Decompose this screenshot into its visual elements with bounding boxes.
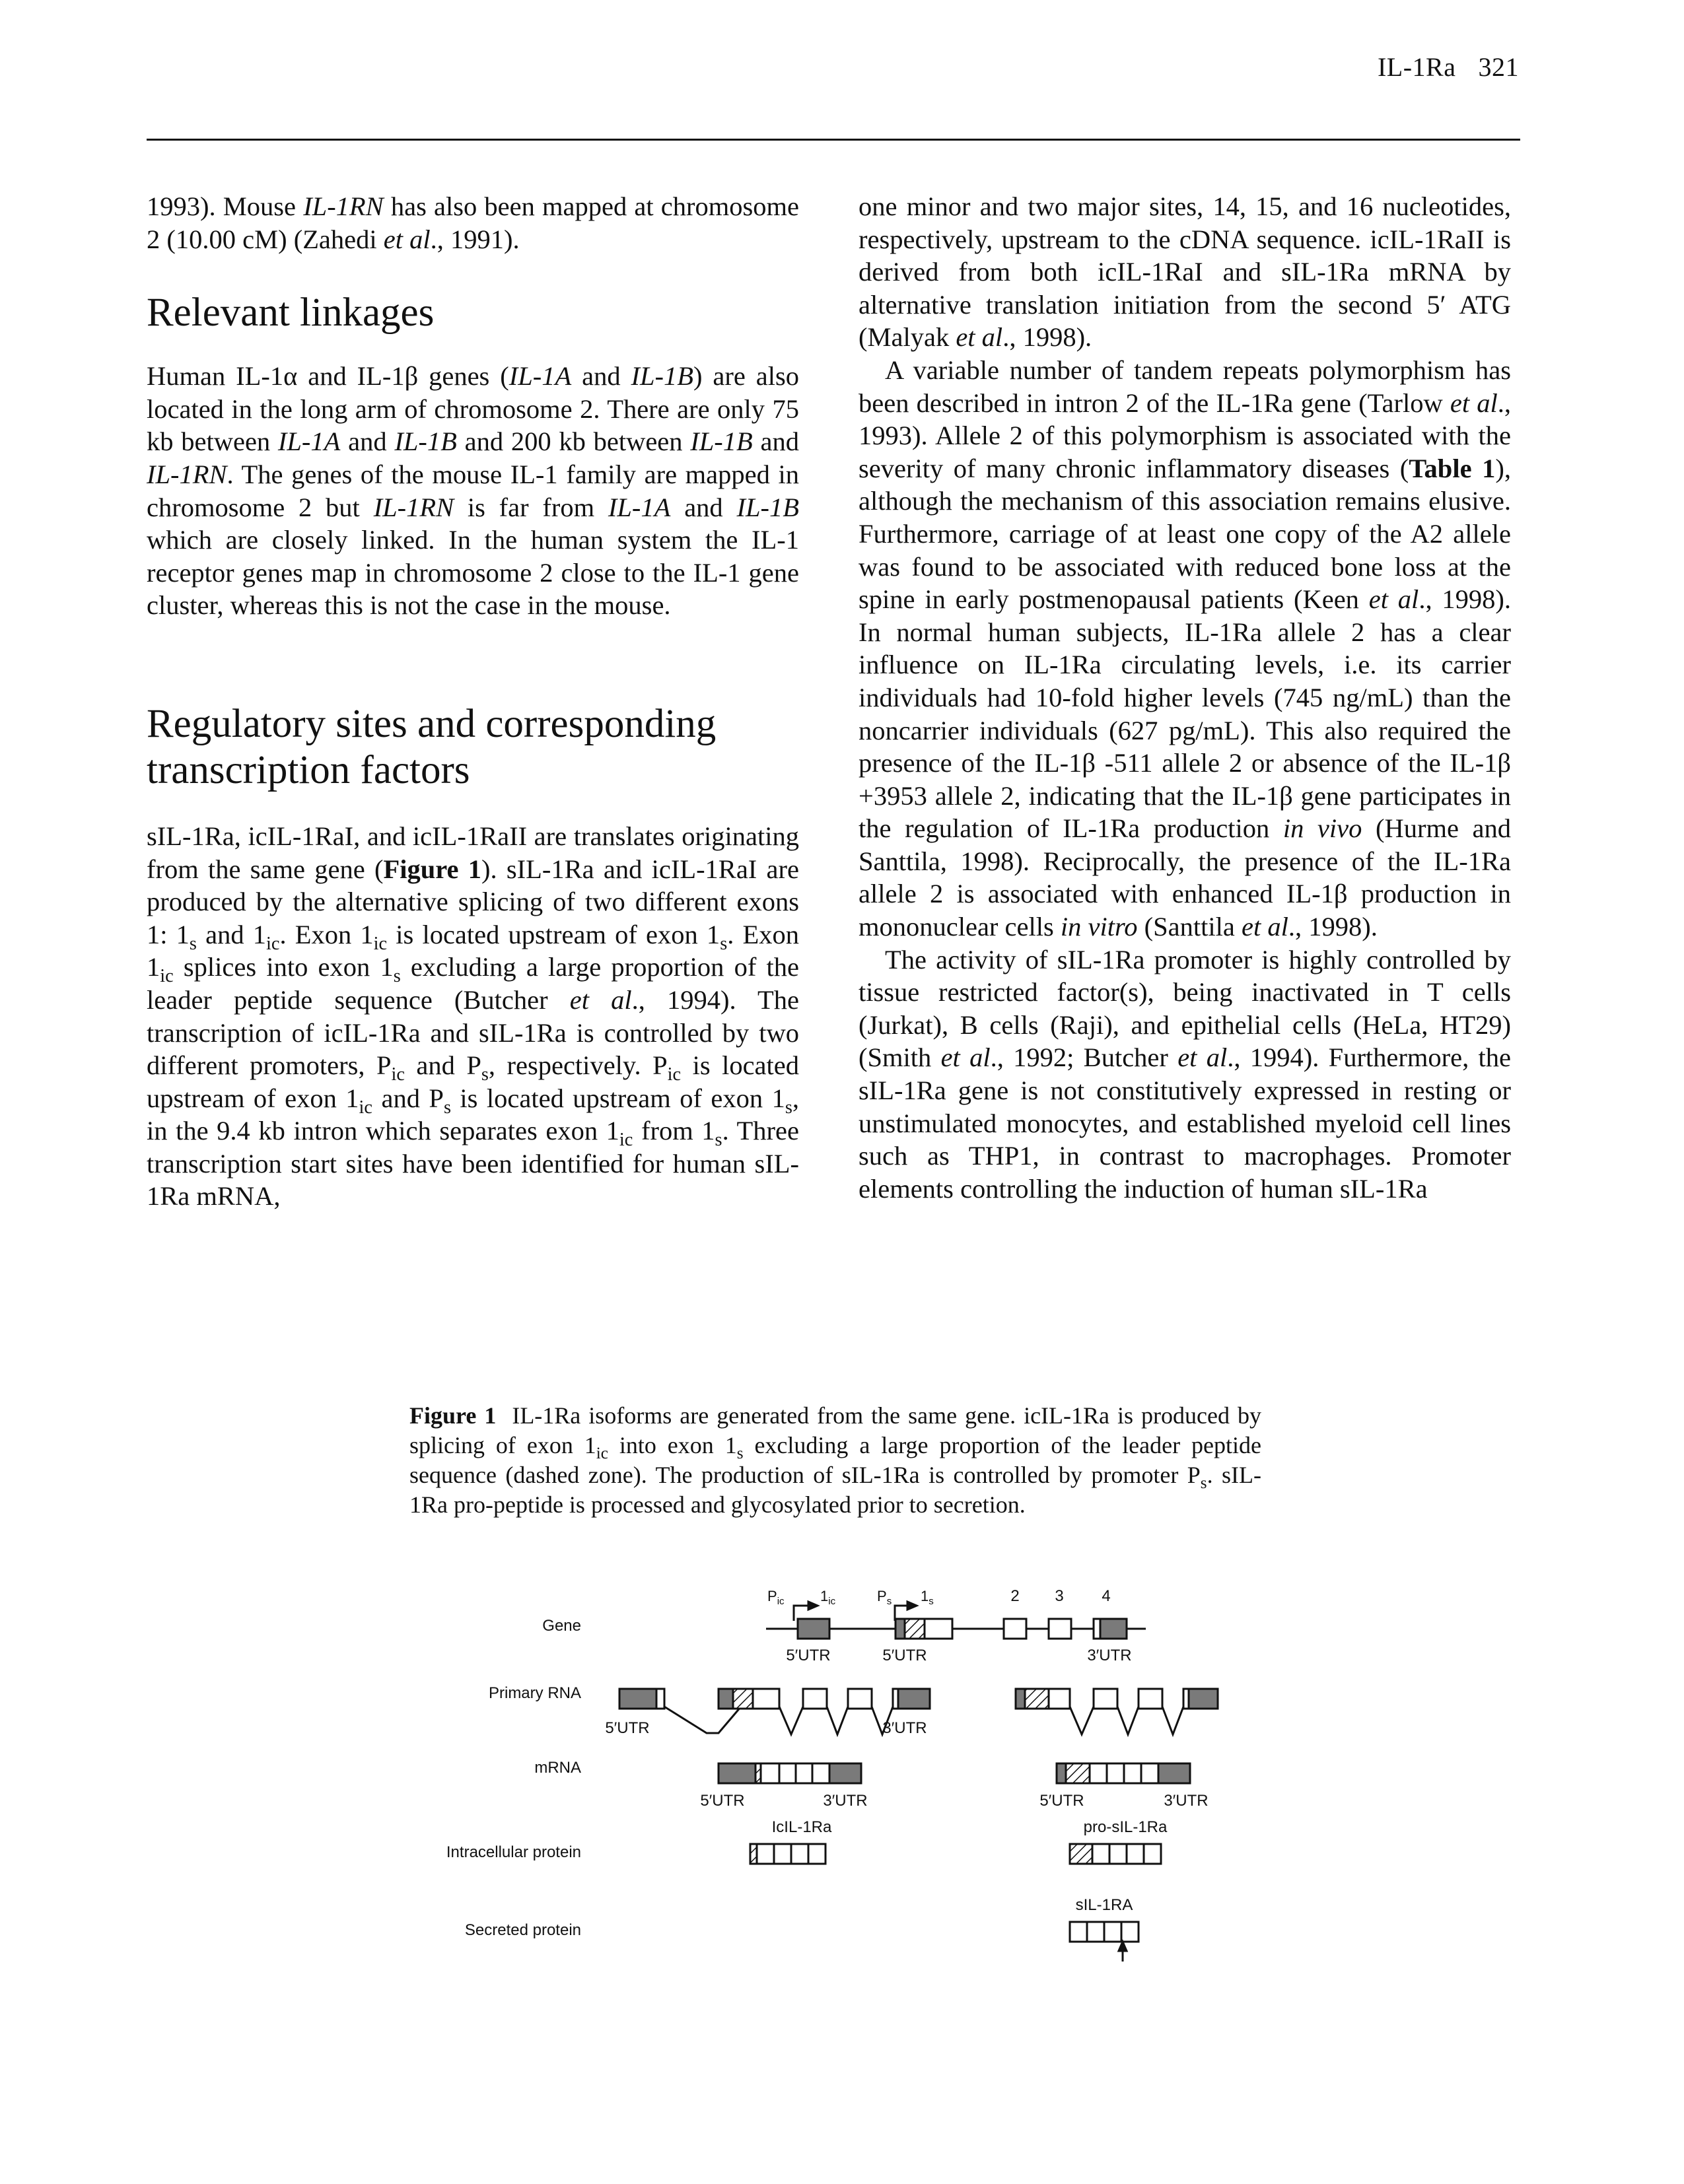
right-paragraph-1: one minor and two major sites, 14, 15, and 16 nucleotides, respectively, upstream to the cDNA sequence. icIL-1RaII is derived from both icIL-1RaI and sIL-1Ra mRNA by alternative translation initiation from the second 5′ ATG (Malyak et al., 1998). [859,191,1511,353]
right-paragraph-3: The activity of sIL-1Ra promoter is highly controlled by tissue restricted factor(s), being inactivated in T cells (Jurkat), B cells (Raji), and epithelial cells (HeLa, HT29) (Smith et al., 1992; Butcher et al., 1994). Furthermore, the sIL-1Ra gene is not constitutively expressed in resting or unstimulated monocytes, and established myeloid cell lines such as THP1, in contrast to macrophages. Promoter elements controlling the induction of human sIL-1Ra [859,944,1511,1204]
ic-protein-label: IcIL-1Ra [771,1818,832,1836]
regulatory-paragraph: sIL-1Ra, icIL-1RaI, and icIL-1RaII are translates originating from the same gene (Figure 1). sIL-1Ra and icIL-1RaI are produced by the alternative splicing of two different exons 1: $1_s$ and $1_{ic}$. Exon $1_{ic}$ is located upstream of exon $1_s$. Exon $1_{ic}$ splices into exon $1_s$ excluding a large proportion of the leader peptide sequence (Butcher et al., 1994). The transcription of icIL-1Ra and sIL-1Ra is controlled by two different promoters, $P_{ic}$ and $P_s$, respectively. $P_{ic}$ is located upstream of exon $1_{ic}$ and $P_s$ is located upstream of exon $1_s$, in the 9.4 kb intron which separates exon $1_{ic}$ from $1_s$. Three transcription start sites have been identified for human sIL-1Ra mRNA, [147,821,799,1211]
prna-s-exon1s-open [1049,1689,1070,1709]
header-rule [147,139,1520,141]
mrna-s-3utr-label: 3′UTR [1164,1792,1209,1810]
label-gene: Gene [542,1617,581,1635]
prna-ic-splice-1 [779,1707,803,1734]
linkages-paragraph: Human IL-1α and IL-1β genes (IL-1A and IL-1B) are also located in the long arm of chromosome 2. There are only 75 kb between IL-1A and IL-1B and 200 kb between IL-1B and IL-1RN. The genes of the mouse IL-1 family are mapped in chromosome 2 but IL-1RN is far from IL-1A and IL-1B which are closely linked. In the human system the IL-1 receptor genes map in chromosome 2 close to the IL-1 gene cluster, whereas this is not the case in the mouse. [147,361,799,621]
mrna-s-hatched [1066,1763,1090,1783]
label-exon-3: 3 [1055,1587,1064,1605]
figure-caption [409,1401,1261,1520]
prna-ic-exon1ic-open [656,1689,664,1709]
prna-s-exon3 [1139,1689,1162,1709]
prna-s-exon4-utr [1189,1689,1218,1709]
label-p-s: $P_s$ [877,1588,892,1607]
mrna-s-5utr [1057,1763,1066,1783]
exon-1s-open [925,1619,952,1639]
prna-ic-exon1ic [619,1689,656,1709]
prna-ic-exon1s-utr [719,1689,733,1709]
pro-protein-label: pro-sIL-1Ra [1083,1818,1168,1836]
mrna-ic-5utr [719,1763,755,1783]
page-number: 321 [1478,52,1519,82]
label-1-s: $1_s$ [921,1588,934,1607]
prna-s-exon1s-utr [1016,1689,1025,1709]
pro-protein-hatched [1070,1844,1092,1864]
label-intracellular-protein: Intracellular protein [446,1843,581,1861]
label-exon-2: 2 [1010,1587,1020,1605]
exon-1ic [798,1619,829,1639]
glycosylation-arrowhead [1119,1942,1127,1951]
right-paragraph-2: A variable number of tandem repeats polymorphism has been described in intron 2 of the IL-1Ra gene (Tarlow et al., 1993). Allele 2 of this polymorphism is associated with the severity of many chronic inflammatory diseases (Table 1), although the mechanism of this association remains elusive. Furthermore, carriage of at least one copy of the A2 allele was found to be associated with reduced bone loss at the spine in early postmenopausal patients (Keen et al., 1998). In normal human subjects, IL-1Ra allele 2 has a clear influence on IL-1Ra circulating levels, i.e. its carrier individuals had 10-fold higher levels (745 ng/mL) than the noncarrier individuals (627 pg/mL). This also required the presence of the IL-1β -511 allele 2 or absence of the IL-1β +3953 allele 2, indicating that the IL-1β gene participates in the regulation of IL-1Ra production in vivo (Hurme and Santtila, 1998). Reciprocally, the presence of the IL-1Ra allele 2 is associated with enhanced IL-1β production in mononuclear cells in vitro (Santtila et al., 1998). [859,355,1511,942]
prna-s-splice-3 [1162,1707,1183,1734]
mrna-s-5utr-label: 5′UTR [1039,1792,1084,1810]
prna-s-exon1s-hatched [1025,1689,1049,1709]
prna-ic-5utr: 5′UTR [605,1719,650,1737]
prna-ic-exon2 [803,1689,827,1709]
prna-ic-splice-long [664,1707,741,1733]
right-column [859,190,1511,1205]
promoter-ic-arrowhead [808,1602,818,1610]
prna-ic-exon1s-open [753,1689,779,1709]
heading-regulatory-sites: Regulatory sites and corresponding transcription factors [147,701,717,792]
intro-paragraph: 1993). Mouse IL-1RN has also been mapped at chromosome 2 (10.00 cM) (Zahedi et al., 1991). [147,191,799,254]
mrna-ic-3utr-label: 3′UTR [823,1792,868,1810]
gene-3utr: 3′UTR [1087,1647,1132,1664]
prna-ic-exon4-utr [898,1689,930,1709]
running-head-title: IL-1Ra [1377,52,1456,82]
promoter-s-arrowhead [907,1602,917,1610]
figure-1-diagram [396,1581,1275,1994]
label-exon-4: 4 [1102,1587,1111,1605]
figure-caption-label: Figure 1 [409,1402,497,1429]
label-1-ic: $1_{ic}$ [820,1588,836,1607]
diagram-group [446,1587,1218,1962]
exon-1s-hatched [905,1619,925,1639]
prna-ic-splice-2 [827,1707,848,1734]
exon-4-utr [1100,1619,1127,1639]
prna-ic-3utr: 3′UTR [882,1719,927,1737]
label-secreted-protein: Secreted protein [464,1921,581,1939]
running-head [1378,51,1519,83]
exon-2 [1004,1619,1026,1639]
prna-s-splice-2 [1117,1707,1139,1734]
label-mrna: mRNA [534,1759,581,1777]
prna-ic-exon3 [848,1689,872,1709]
prna-s-splice-1 [1070,1707,1094,1734]
gene-diagram-svg [396,1581,1275,1991]
mrna-ic-5utr-label: 5′UTR [700,1792,745,1810]
label-primary-rna: Primary RNA [488,1684,581,1702]
mrna-ic-3utr [829,1763,861,1783]
secreted-protein-label: sIL-1RA [1075,1896,1133,1914]
gene-5utr-2: 5′UTR [882,1647,927,1664]
exon-1s-utr [895,1619,905,1639]
exon-3 [1049,1619,1071,1639]
prna-s-exon2 [1094,1689,1117,1709]
left-column [147,190,799,1213]
prna-ic-exon1s-hatched [733,1689,753,1709]
gene-5utr-1: 5′UTR [786,1647,831,1664]
heading-relevant-linkages: Relevant linkages [147,290,435,335]
mrna-s-3utr [1158,1763,1190,1783]
label-p-ic: $P_{ic}$ [767,1588,785,1607]
figure-caption-text: IL-1Ra isoforms are generated from the same gene. icIL-1Ra is produced by splicing of exon $1_{ic}$ into exon $1_s$ excluding a large proportion of the leader peptide sequence (dashed zone). The production of sIL-1Ra is controlled by promoter $P_s$. sIL-1Ra pro-peptide is processed and glycosylated prior to secretion. [409,1402,1262,1518]
